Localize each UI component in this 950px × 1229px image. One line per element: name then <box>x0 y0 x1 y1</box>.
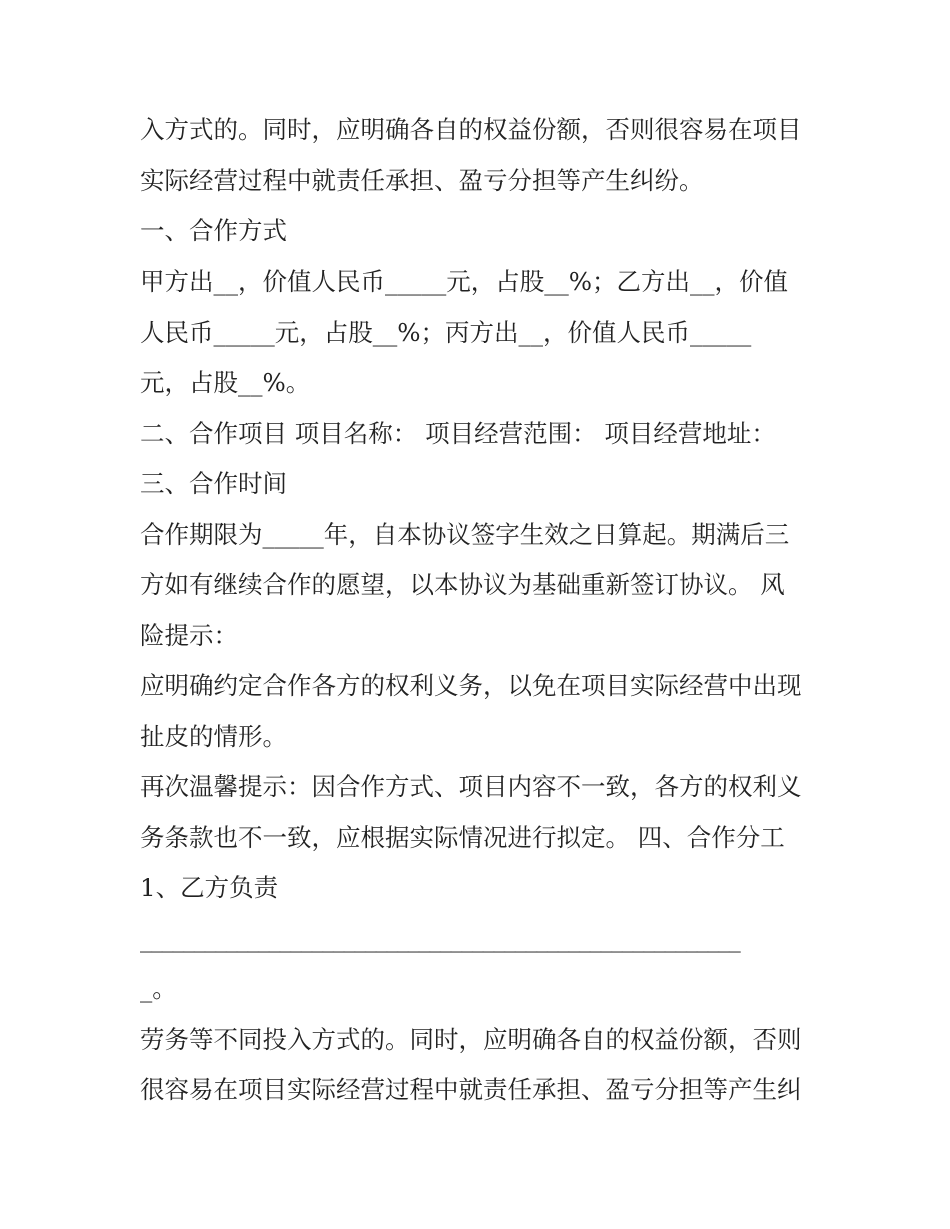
section-heading: 二、合作项目 项目名称： 项目经营范围： 项目经营地址： <box>140 419 776 448</box>
text-line: 元，占股__%。 <box>140 368 311 397</box>
section-heading: 三、合作时间 <box>140 469 287 498</box>
text-line: 劳务等不同投入方式的。同时，应明确各自的权益份额，否则 <box>140 1025 802 1054</box>
text-line: 扯皮的情形。 <box>140 722 287 751</box>
text-line: 人民币_____元，占股__%；丙方出__，价值人民币_____ <box>140 318 752 347</box>
text-line: 合作期限为_____年，自本协议签字生效之日算起。期满后三 <box>140 520 790 549</box>
text-line: 务条款也不一致，应根据实际情况进行拟定。 四、合作分工 <box>140 823 785 852</box>
text-line: 入方式的。同时，应明确各自的权益份额，否则很容易在项目 <box>140 115 802 144</box>
text-line: 1、乙方负责 <box>140 873 279 902</box>
text-line: 应明确约定合作各方的权利义务，以免在项目实际经营中出现 <box>140 671 802 700</box>
fill-in-underline: ________________________________________________________ <box>140 924 740 953</box>
text-line: _。 <box>140 974 177 1003</box>
text-line: 实际经营过程中就责任承担、盈亏分担等产生纠纷。 <box>140 166 704 195</box>
text-line: 甲方出__，价值人民币_____元，占股__%；乙方出__，价值 <box>140 267 789 296</box>
text-line: 再次温馨提示：因合作方式、项目内容不一致，各方的权利义 <box>140 772 802 801</box>
text-line: 险提示： <box>140 621 238 650</box>
text-line: 很容易在项目实际经营过程中就责任承担、盈亏分担等产生纠 <box>140 1075 802 1104</box>
text-line: 方如有继续合作的愿望，以本协议为基础重新签订协议。 风 <box>140 570 785 599</box>
section-heading: 一、合作方式 <box>140 216 287 245</box>
